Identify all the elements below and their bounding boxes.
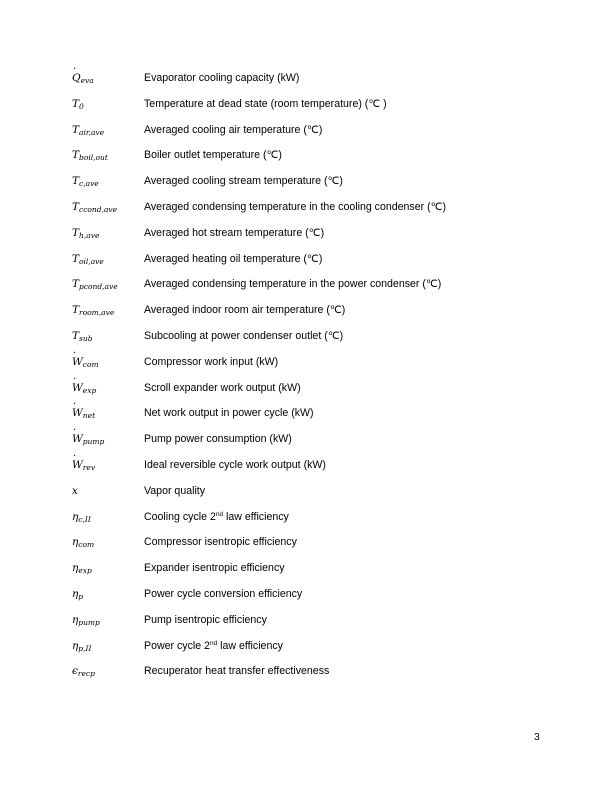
symbol-subscript: pump (78, 617, 100, 627)
nomenclature-symbol (72, 328, 144, 344)
symbol-subscript: room,ave (79, 308, 115, 318)
description-text: Recuperator heat transfer effectiveness (144, 665, 330, 678)
symbol-base: W · (72, 425, 83, 446)
rate-dot-accent: · (73, 64, 77, 75)
symbol-subscript: p,II (78, 643, 92, 653)
description-text: Averaged indoor room air temperature (℃) (144, 304, 346, 317)
symbol-base: T (72, 123, 80, 136)
nomenclature-symbol (72, 612, 144, 628)
symbol-base: T (72, 304, 80, 317)
symbol-subscript: c,ave (79, 179, 99, 189)
nomenclature-row (72, 638, 552, 664)
nomenclature-row (72, 560, 552, 586)
symbol-subscript: 0 (79, 101, 84, 111)
rate-dot-accent: · (73, 425, 77, 437)
symbol-base: x (72, 484, 78, 497)
nomenclature-row (72, 328, 552, 354)
symbol-subscript: pcond,ave (79, 282, 118, 292)
nomenclature-row (72, 225, 552, 251)
description-text: Averaged condensing temperature in the power condenser (℃) (144, 278, 442, 291)
page-number: 3 (534, 731, 540, 743)
nomenclature-row (72, 64, 552, 96)
nomenclature-description (144, 70, 299, 86)
nomenclature-symbol (72, 199, 144, 215)
symbol-subscript: boil,out (79, 153, 108, 163)
nomenclature-symbol (72, 560, 144, 576)
nomenclature-list (72, 64, 552, 689)
symbol-subscript: rev (82, 462, 96, 472)
nomenclature-description (144, 354, 278, 370)
symbol-subscript: exp (78, 566, 92, 576)
symbol-base: T (72, 226, 80, 239)
symbol-subscript: com (78, 540, 95, 550)
symbol-base: T (72, 252, 80, 265)
symbol-subscript: recp (77, 669, 95, 679)
nomenclature-symbol (72, 147, 144, 163)
nomenclature-description (144, 199, 446, 215)
description-text: Scroll expander work output (kW) (144, 381, 301, 394)
description-text: Compressor isentropic efficiency (144, 536, 297, 549)
nomenclature-symbol (72, 276, 144, 292)
nomenclature-row (72, 612, 552, 638)
nomenclature-description (144, 122, 322, 138)
nomenclature-description (144, 586, 302, 602)
symbol-subscript: ccond,ave (79, 204, 118, 214)
description-text: Evaporator cooling capacity (kW) (144, 72, 300, 84)
nomenclature-row (72, 663, 552, 689)
nomenclature-row (72, 425, 552, 457)
symbol-base: T (72, 278, 80, 291)
nomenclature-row (72, 251, 552, 277)
nomenclature-description (144, 147, 282, 163)
nomenclature-row (72, 373, 552, 406)
description-text: Averaged cooling air temperature (℃) (144, 123, 323, 136)
nomenclature-symbol (72, 663, 144, 679)
symbol-base: η (72, 587, 79, 600)
nomenclature-description (144, 405, 314, 421)
symbol-subscript: c,II (78, 514, 91, 524)
nomenclature-description (144, 509, 289, 525)
symbol-subscript: h,ave (79, 230, 100, 240)
symbol-subscript: com (82, 359, 99, 369)
nomenclature-symbol (72, 122, 144, 138)
nomenclature-description (144, 225, 324, 241)
description-text: Averaged hot stream temperature (℃) (144, 226, 325, 239)
nomenclature-symbol (72, 425, 144, 447)
description-text: Averaged cooling stream temperature (℃) (144, 175, 343, 188)
nomenclature-row (72, 199, 552, 225)
description-text: Compressor work input (kW) (144, 355, 279, 368)
nomenclature-row (72, 147, 552, 173)
description-text: Averaged condensing temperature in the cooling condenser (℃) (144, 200, 447, 213)
nomenclature-symbol (72, 399, 144, 421)
nomenclature-row (72, 173, 552, 199)
nomenclature-description (144, 663, 329, 679)
symbol-base: η (72, 613, 79, 626)
nomenclature-symbol (72, 483, 144, 499)
nomenclature-symbol (72, 638, 144, 654)
nomenclature-row (72, 302, 552, 328)
symbol-base: T (72, 97, 80, 110)
nomenclature-description (144, 638, 283, 654)
nomenclature-description (144, 483, 205, 499)
symbol-subscript: sub (79, 333, 93, 343)
nomenclature-description (144, 380, 301, 396)
symbol-subscript: exp (82, 385, 97, 395)
description-text: Vapor quality (144, 484, 206, 497)
symbol-subscript: air,ave (79, 127, 105, 137)
ordinal-superscript: nd (215, 510, 224, 518)
nomenclature-description (144, 534, 297, 550)
nomenclature-symbol (72, 347, 144, 370)
rate-dot-accent: · (73, 347, 77, 359)
symbol-base: η (72, 562, 79, 575)
symbol-base: W · (72, 347, 83, 368)
description-text: Pump isentropic efficiency (144, 613, 267, 626)
nomenclature-symbol (72, 96, 144, 112)
nomenclature-description (144, 96, 387, 112)
nomenclature-row (72, 483, 552, 509)
nomenclature-row (72, 276, 552, 302)
nomenclature-description (144, 457, 326, 473)
nomenclature-description (144, 560, 285, 576)
description-text: Pump power consumption (kW) (144, 433, 292, 446)
nomenclature-description (144, 431, 292, 447)
nomenclature-symbol (72, 64, 144, 86)
nomenclature-description (144, 173, 343, 189)
symbol-subscript: pump (82, 437, 105, 447)
nomenclature-symbol (72, 586, 144, 602)
description-text: Cooling cycle 2 (144, 510, 216, 523)
nomenclature-symbol (72, 509, 144, 525)
description-text: Boiler outlet temperature (℃) (144, 149, 282, 162)
nomenclature-row (72, 534, 552, 560)
symbol-base: W · (72, 450, 83, 471)
symbol-base: T (72, 175, 80, 188)
nomenclature-description (144, 612, 267, 628)
description-text: Averaged heating oil temperature (℃) (144, 252, 323, 265)
symbol-subscript: net (82, 411, 96, 421)
symbol-base: ϵ (72, 665, 78, 678)
description-text-after: law efficiency (223, 510, 289, 523)
nomenclature-symbol (72, 302, 144, 318)
description-text: Ideal reversible cycle work output (kW) (144, 458, 326, 471)
description-text: Subcooling at power condenser outlet (℃) (144, 329, 344, 342)
nomenclature-symbol (72, 173, 144, 189)
nomenclature-symbol (72, 534, 144, 550)
rate-dot-accent: · (73, 399, 77, 411)
symbol-base: η (72, 639, 79, 652)
nomenclature-row (72, 399, 552, 431)
nomenclature-symbol (72, 225, 144, 241)
nomenclature-symbol (72, 450, 144, 473)
nomenclature-row (72, 509, 552, 535)
rate-dot-accent: · (73, 450, 77, 462)
description-text: Temperature at dead state (room temperature) (℃ ) (144, 97, 387, 110)
symbol-base: T (72, 200, 80, 213)
symbol-subscript: oil,ave (79, 256, 104, 266)
description-text: Power cycle conversion efficiency (144, 587, 303, 600)
nomenclature-description (144, 328, 343, 344)
nomenclature-description (144, 302, 345, 318)
nomenclature-row (72, 586, 552, 612)
nomenclature-symbol (72, 373, 144, 396)
ordinal-superscript: nd (209, 639, 218, 647)
symbol-base: Q · (72, 64, 81, 84)
symbol-base: W · (72, 373, 83, 394)
symbol-base: T (72, 329, 80, 342)
symbol-subscript: p (78, 591, 84, 601)
description-text: Expander isentropic efficiency (144, 562, 285, 575)
symbol-base: η (72, 510, 79, 523)
nomenclature-description (144, 276, 441, 292)
rate-dot-accent: · (73, 373, 77, 385)
nomenclature-symbol (72, 251, 144, 267)
nomenclature-row (72, 122, 552, 148)
symbol-base: W · (72, 399, 83, 420)
symbol-base: η (72, 536, 79, 549)
description-text-after: law efficiency (217, 639, 283, 652)
nomenclature-row (72, 347, 552, 380)
nomenclature-row (72, 96, 552, 122)
symbol-base: T (72, 149, 80, 162)
nomenclature-row (72, 450, 552, 483)
description-text: Power cycle 2 (144, 639, 210, 652)
nomenclature-description (144, 251, 322, 267)
symbol-subscript: eva (80, 76, 94, 85)
description-text: Net work output in power cycle (kW) (144, 407, 314, 420)
